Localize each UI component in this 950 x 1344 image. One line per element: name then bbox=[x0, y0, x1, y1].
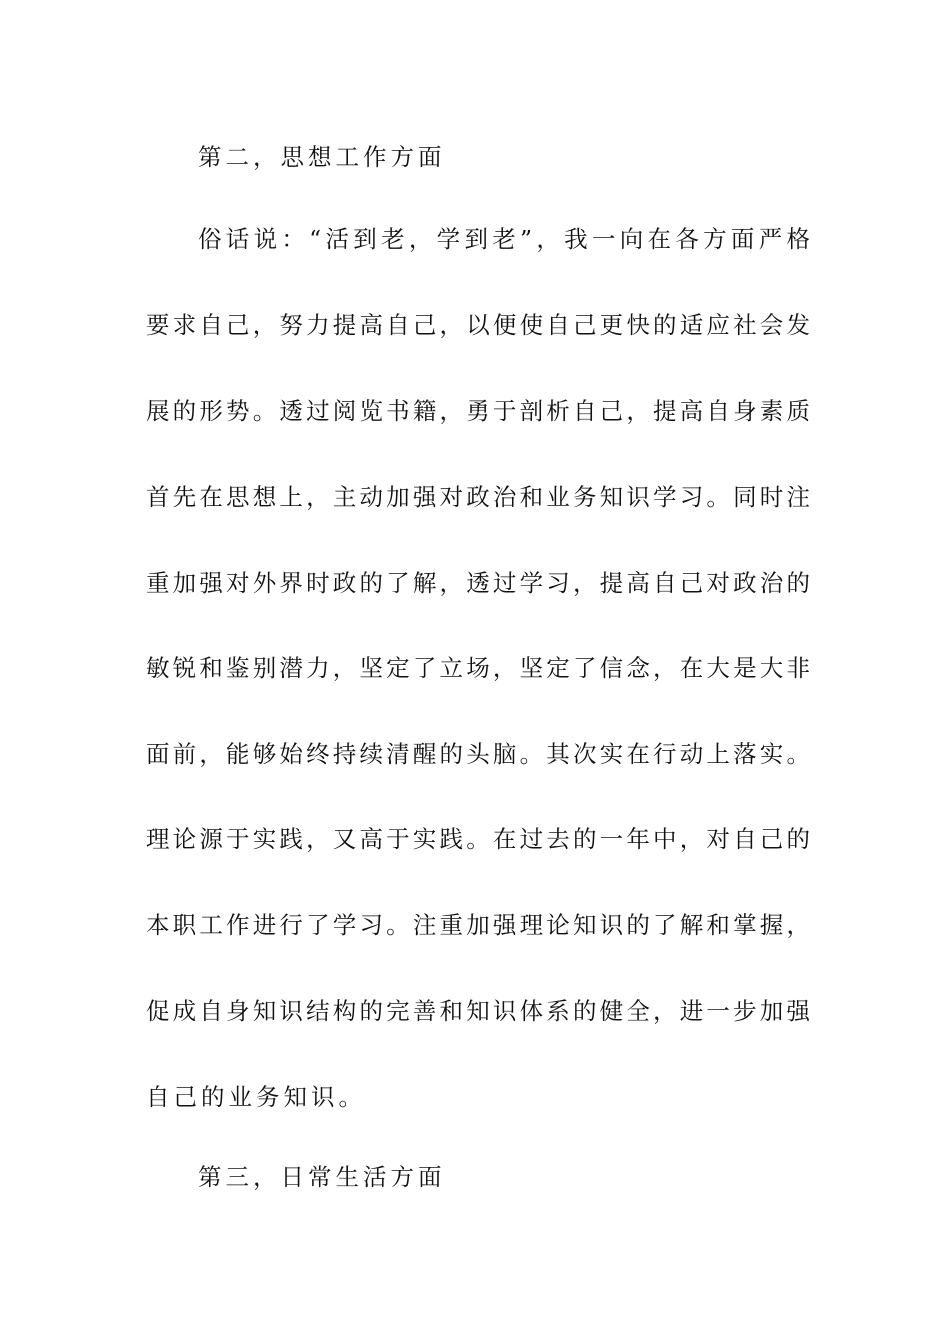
paragraph-line: 面前，能够始终持续清醒的头脑。其次实在行动上落实。 bbox=[146, 740, 810, 768]
paragraph-line: 俗话说：“活到老，学到老”，我一向在各方面严格 bbox=[198, 225, 810, 253]
section-heading-daily-life: 第三，日常生活方面 bbox=[198, 1163, 446, 1191]
paragraph-line: 敏锐和鉴别潜力，坚定了立场，坚定了信念，在大是大非 bbox=[146, 654, 810, 682]
paragraph-line: 促成自身知识结构的完善和知识体系的健全，进一步加强 bbox=[146, 997, 810, 1025]
section-heading-thought-work: 第二，思想工作方面 bbox=[198, 143, 446, 171]
paragraph-line: 本职工作进行了学习。注重加强理论知识的了解和掌握， bbox=[146, 911, 810, 939]
paragraph-line: 理论源于实践，又高于实践。在过去的一年中，对自己的 bbox=[146, 825, 810, 853]
paragraph-line: 展的形势。透过阅览书籍，勇于剖析自己，提高自身素质 bbox=[146, 397, 810, 425]
paragraph-line: 重加强对外界时政的了解，透过学习，提高自己对政治的 bbox=[146, 569, 810, 597]
paragraph-line: 首先在思想上，主动加强对政治和业务知识学习。同时注 bbox=[146, 483, 810, 511]
paragraph-line: 要求自己，努力提高自己，以便使自己更快的适应社会发 bbox=[146, 311, 810, 339]
paragraph-line-last: 自己的业务知识。 bbox=[146, 1083, 366, 1111]
